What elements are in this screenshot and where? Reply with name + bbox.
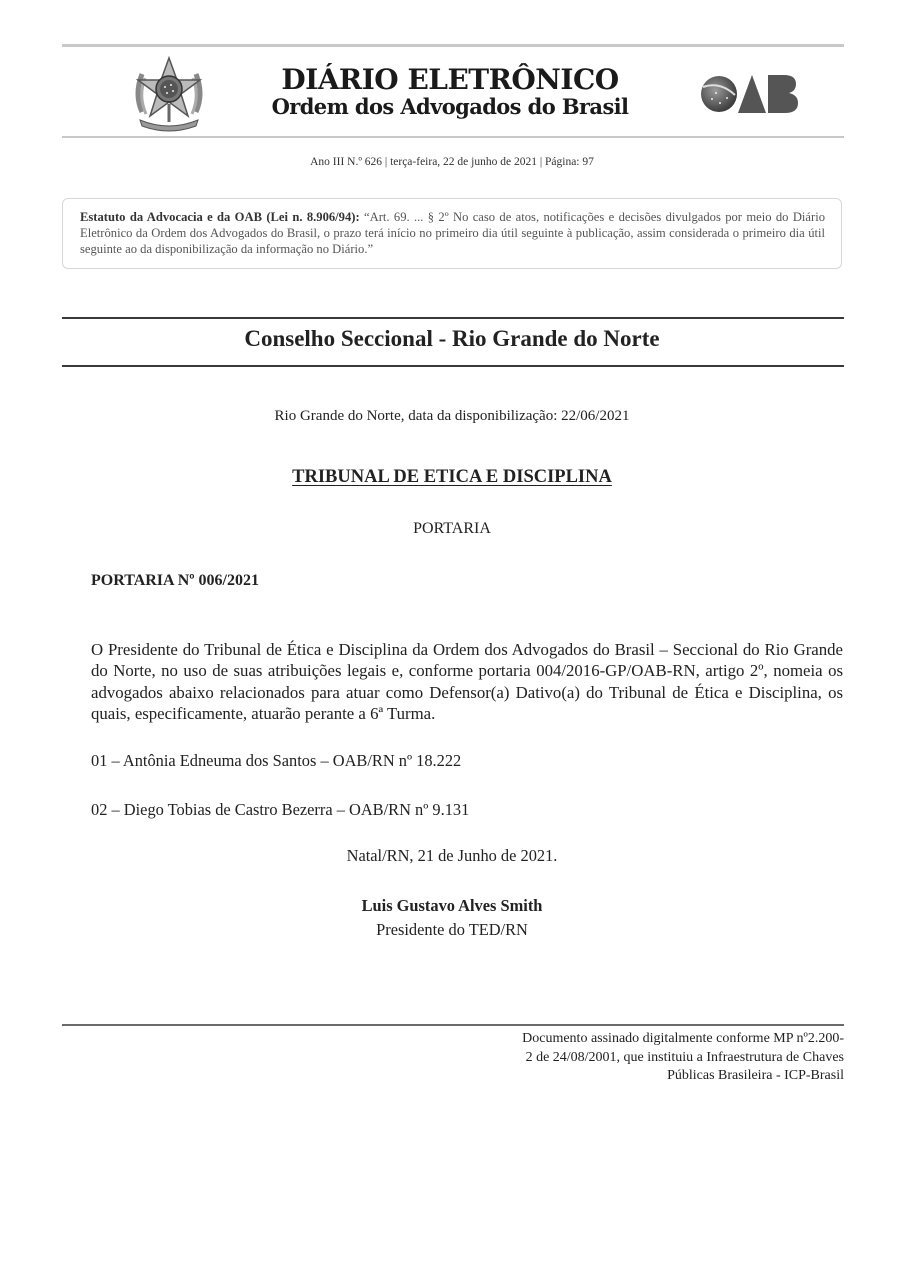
tribunal-heading: TRIBUNAL DE ETICA E DISCIPLINA: [292, 467, 612, 487]
masthead-bottom-rule: [62, 136, 844, 138]
appointee-item: 02 – Diego Tobias de Castro Bezerra – OAB/RN nº 9.131: [91, 800, 470, 819]
masthead-top-rule: [62, 44, 844, 47]
notice-text: “Art. 69. ... § 2º No caso de atos, notificações e decisões divulgados por meio do Diário Eletrônico da Ordem dos Advogados do Brasil, o prazo terá início no primeiro dia útil seguinte à publicação, assim considerada o primeiro dia útil seguinte ao da disponibilização da informação no Diário.”: [80, 210, 825, 256]
legal-notice-box: [62, 198, 842, 269]
section-title: Conselho Seccional - Rio Grande do Norte: [244, 326, 660, 351]
issue-info: Ano III N.º 626 | terça-feira, 22 de junho de 2021 | Página: 97: [310, 156, 594, 168]
masthead-subtitle: Ordem dos Advogados do Brasil: [271, 94, 629, 119]
footer-line: 2 de 24/08/2001, que instituiu a Infraestrutura de Chaves: [525, 1049, 844, 1065]
appointee-item: 01 – Antônia Edneuma dos Santos – OAB/RN nº 18.222: [91, 751, 462, 770]
footer-rule: [62, 1024, 844, 1026]
portaria-label: PORTARIA: [413, 520, 491, 537]
signer-name: Luis Gustavo Alves Smith: [361, 896, 543, 915]
portaria-number: PORTARIA Nº 006/2021: [91, 572, 259, 589]
signer-role: Presidente do TED/RN: [376, 920, 528, 939]
place-date: Natal/RN, 21 de Junho de 2021.: [346, 846, 558, 865]
coat-of-arms-icon: [132, 54, 206, 134]
body-paragraph: O Presidente do Tribunal de Ética e Disciplina da Ordem dos Advogados do Brasil – Seccional do Rio Grande do Norte, no uso de suas atribuições legais e, conforme portaria 004/2016-GP/OAB-RN, artigo 2º, nomeia os advogados abaixo relacionados para atuar como Defensor(a) Dativo(a) do Tribunal de Ética e Disciplina, os quais, especificamente, atuarão perante a 6ª Turma.: [91, 640, 843, 723]
digital-signature-note: [460, 1030, 844, 1086]
coat-of-arms-logo: [132, 54, 206, 134]
oab-logo: [700, 73, 800, 117]
footer-line: Documento assinado digitalmente conforme MP nº2.200-: [522, 1031, 844, 1046]
notice-lead: Estatuto da Advocacia e da OAB (Lei n. 8.906/94):: [80, 210, 360, 224]
footer-line: Públicas Brasileira - ICP-Brasil: [667, 1068, 844, 1083]
masthead-title: DIÁRIO ELETRÔNICO: [281, 63, 619, 96]
oab-logo-icon: [700, 73, 800, 117]
availability-date: Rio Grande do Norte, data da disponibilização: 22/06/2021: [274, 408, 630, 424]
section-bottom-rule: [62, 365, 844, 367]
section-top-rule: [62, 317, 844, 319]
